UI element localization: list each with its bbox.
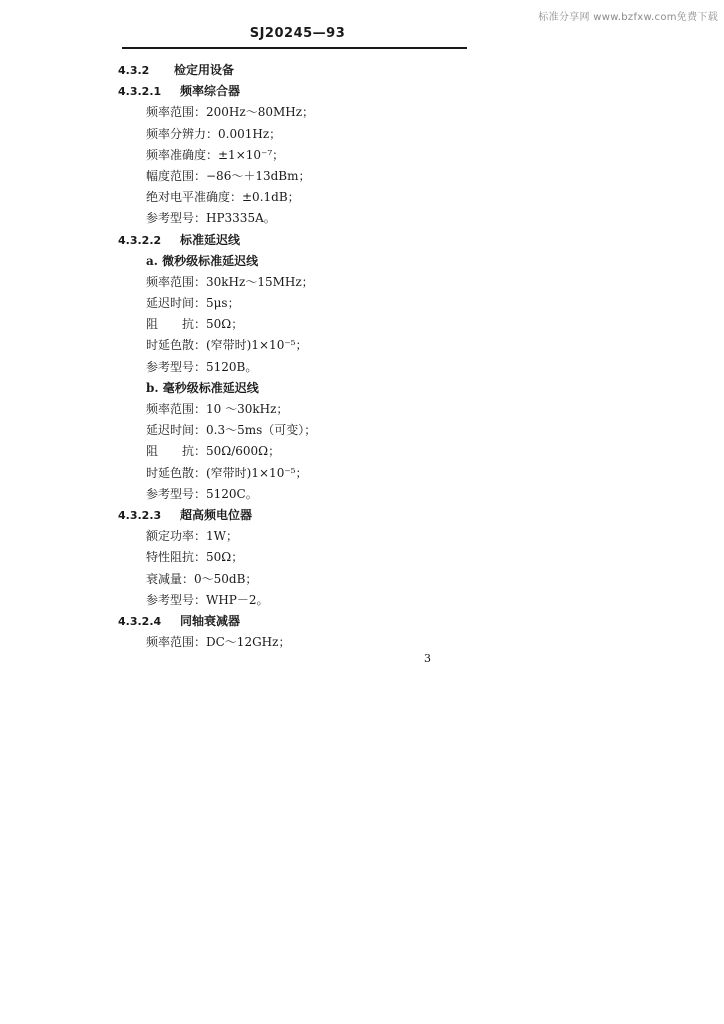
subsection-heading [0, 505, 724, 526]
spec-line: 衰减量：0～50dB； [146, 571, 258, 586]
spec-line: 特性阻抗：50Ω； [146, 550, 244, 565]
spec-line: 参考型号：WHP－2。 [146, 592, 269, 607]
section-number: 4.3.2.1 [118, 85, 162, 99]
site-watermark: 标准分享网 www.bzfxw.com免费下载 [538, 12, 718, 23]
item-heading: b. 毫秒级标准延迟线 [146, 380, 259, 395]
spec-line: 参考型号：5120C。 [146, 486, 258, 501]
spec-line: 频率分辨力：0.001Hz； [146, 126, 282, 141]
section-title: 检定用设备 [174, 63, 235, 77]
document-code-header: SJ20245—93 [249, 26, 346, 41]
spec-line: 参考型号：HP3335A。 [146, 211, 276, 226]
subsection-heading [0, 611, 724, 632]
spec-line: 阻 抗：50Ω； [146, 317, 244, 332]
spec-line: 幅度范围：−86～＋13dBm； [146, 168, 311, 183]
section-number: 4.3.2 [118, 64, 150, 77]
section-title: 频率综合器 [180, 84, 241, 99]
section-number: 4.3.2.4 [118, 614, 162, 628]
section-number: 4.3.2.3 [118, 508, 162, 522]
page-number: 3 [424, 652, 431, 665]
section-heading [0, 60, 724, 81]
spec-line: 参考型号：5120B。 [146, 359, 258, 374]
header-divider [122, 47, 467, 49]
spec-line: 频率范围：10 ～30kHz； [146, 402, 289, 416]
spec-line: 时延色散：(窄带时)1×10⁻⁵； [146, 465, 308, 480]
spec-line: 阻 抗：50Ω/600Ω； [146, 444, 281, 459]
spec-line: 频率范围：30kHz～15MHz； [146, 274, 314, 289]
subsection-heading [0, 230, 724, 251]
subsection-heading [0, 81, 724, 102]
spec-line: 频率准确度：±1×10⁻⁷； [146, 147, 285, 162]
spec-line: 时延色散：(窄带时)1×10⁻⁵； [146, 338, 308, 353]
section-title: 超高频电位器 [180, 507, 253, 522]
spec-line: 延迟时间：0.3～5ms（可变）； [146, 423, 317, 438]
spec-line: 延迟时间：5μs； [146, 296, 240, 311]
section-number: 4.3.2.2 [118, 233, 162, 247]
spec-line: 频率范围：DC～12GHz； [146, 635, 291, 650]
section-title: 标准延迟线 [180, 232, 241, 247]
document-body [0, 60, 724, 653]
item-heading: a. 微秒级标准延迟线 [146, 253, 259, 268]
spec-line: 额定功率：1W； [146, 529, 238, 544]
section-title: 同轴衰减器 [180, 613, 241, 628]
spec-line: 绝对电平准确度：±0.1dB； [146, 190, 300, 205]
spec-line: 频率范围：200Hz～80MHz； [146, 105, 315, 120]
